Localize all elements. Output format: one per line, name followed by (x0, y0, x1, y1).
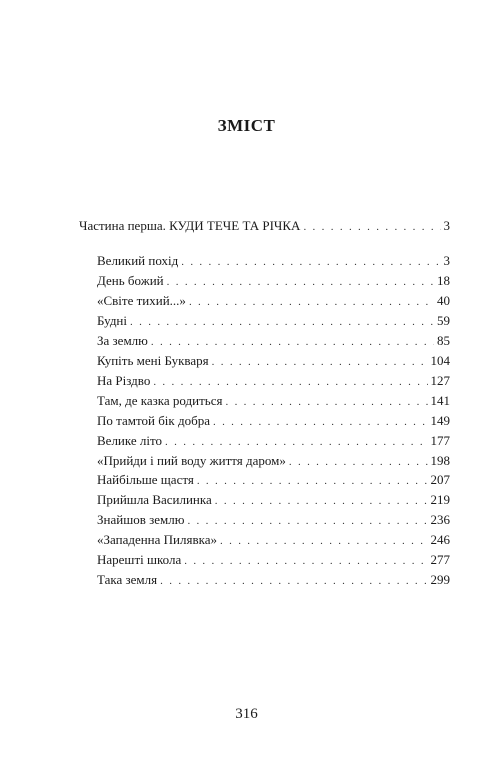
toc-entry-title: Купіть мені Букваря (97, 353, 209, 368)
leader-dots (212, 354, 428, 370)
toc-entry (97, 433, 450, 450)
toc-entry-page: 104 (430, 353, 450, 368)
leader-dots (184, 553, 427, 569)
leader-dots (225, 394, 427, 410)
leader-dots (153, 374, 427, 390)
leader-dots (215, 493, 428, 509)
toc-entry (97, 413, 450, 430)
toc-entry-title: День божий (97, 273, 164, 288)
toc-entry-title: На Різдво (97, 373, 151, 388)
toc-entry-title: По тамтой бік добра (97, 413, 210, 428)
toc-part-entry (79, 218, 450, 235)
toc-entry (97, 313, 450, 330)
toc-entry (97, 492, 450, 509)
page-title: ЗМІСТ (217, 116, 276, 135)
leader-dots (181, 254, 440, 270)
page-number: 316 (235, 706, 258, 722)
toc-entry-page: 299 (430, 572, 450, 587)
leader-dots (167, 274, 434, 290)
toc-entry-title: За землю (97, 333, 148, 348)
toc-entry-title: «Світе тихий...» (97, 293, 186, 308)
toc-entry-title: Великий похід (97, 253, 179, 268)
leader-dots (160, 573, 427, 589)
toc-part-page: 3 (443, 218, 450, 233)
toc-entry-page: 198 (430, 453, 450, 468)
toc-entry-page: 207 (430, 472, 450, 487)
toc-entry-page: 40 (437, 293, 450, 308)
toc-entry-title: Найбільше щастя (97, 472, 194, 487)
toc-entry-page: 149 (430, 413, 450, 428)
toc-entry (97, 552, 450, 569)
toc-entry (97, 393, 450, 410)
toc-entry (97, 453, 450, 470)
toc-entry (97, 572, 450, 589)
toc-entry-page: 177 (430, 433, 450, 448)
toc-entry (97, 472, 450, 489)
toc-entry-page: 219 (430, 492, 450, 507)
toc-entry-page: 246 (430, 532, 450, 547)
leader-dots (220, 533, 428, 549)
toc-entry (97, 512, 450, 529)
toc-entry-page: 277 (430, 552, 450, 567)
toc-entry-title: Велике літо (97, 433, 163, 448)
toc-entry-title: Така земля (97, 572, 158, 587)
leader-dots (213, 414, 428, 430)
toc-entry (97, 532, 450, 549)
toc-entry-title: Знайшов землю (97, 512, 185, 527)
toc-entry-title: Будні (97, 313, 128, 328)
leader-dots (187, 513, 427, 529)
toc-entry (97, 353, 450, 370)
toc-entry-page: 3 (443, 253, 450, 268)
toc-part-title: Частина перша. КУДИ ТЕЧЕ ТА РІЧКА (79, 218, 301, 233)
toc-entry (97, 373, 450, 390)
toc-entry-page: 127 (430, 373, 450, 388)
toc-entry-title: Прийшла Василинка (97, 492, 212, 507)
toc-entry-page: 59 (437, 313, 450, 328)
toc-entry-title: «Прийди і пий воду життя даром» (97, 453, 286, 468)
toc-entry (97, 293, 450, 310)
leader-dots (165, 434, 427, 450)
toc-entry-page: 18 (437, 273, 450, 288)
toc-entry (97, 333, 450, 350)
toc-entry-title: Там, де казка родиться (97, 393, 223, 408)
toc-entry-page: 85 (437, 333, 450, 348)
toc-entry-title: «Западенна Пилявка» (97, 532, 217, 547)
leader-dots (189, 294, 434, 310)
toc-entry (97, 273, 450, 290)
leader-dots (197, 473, 428, 489)
toc-entry-page: 236 (430, 512, 450, 527)
leader-dots (130, 314, 434, 330)
leader-dots (289, 454, 428, 470)
toc-entry-title: Нарешті школа (97, 552, 182, 567)
toc-entry (97, 253, 450, 270)
leader-dots (151, 334, 434, 350)
leader-dots (303, 219, 440, 235)
toc-entry-page: 141 (430, 393, 450, 408)
